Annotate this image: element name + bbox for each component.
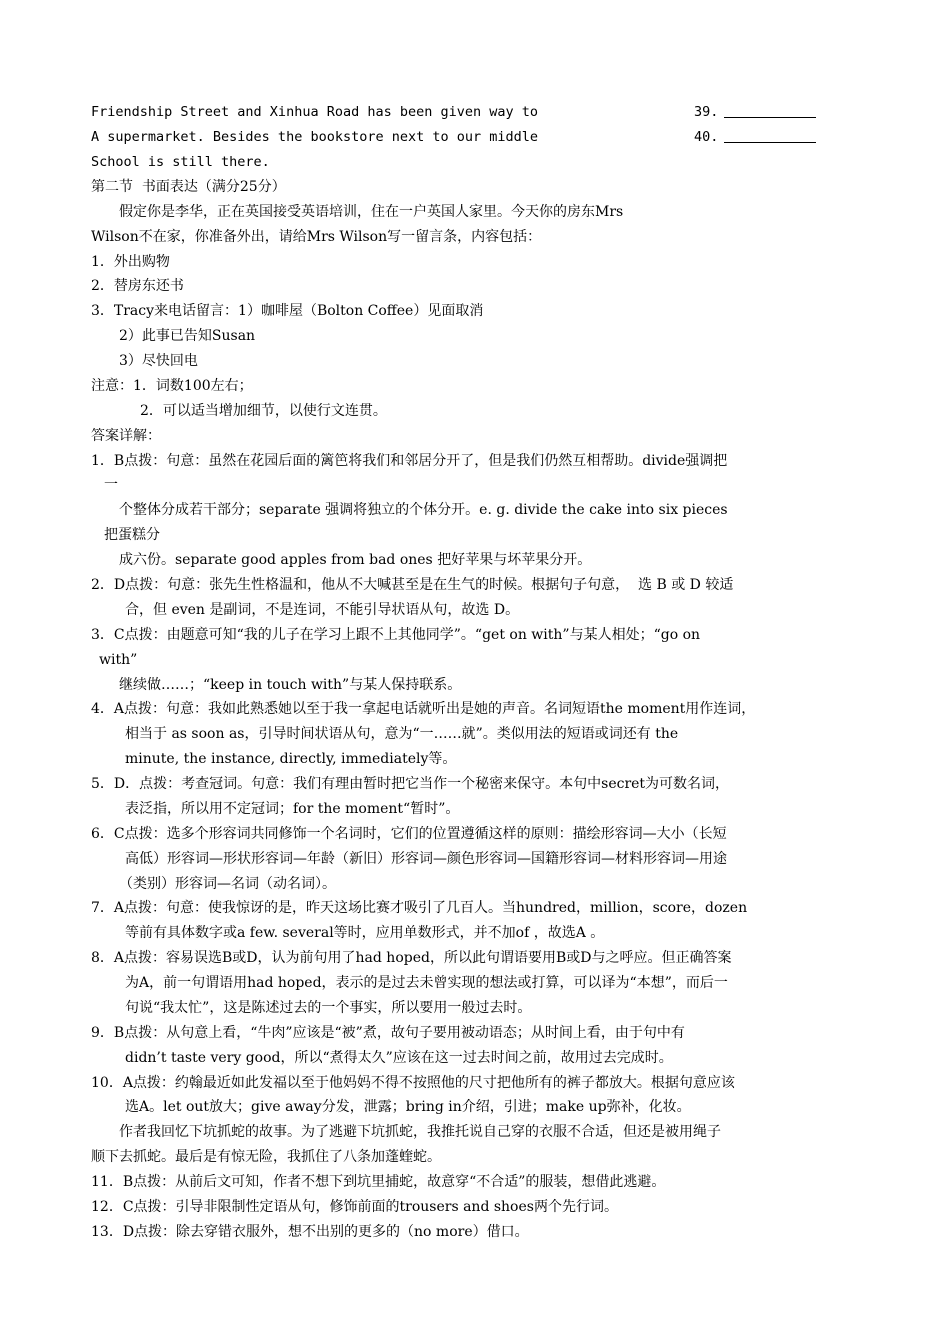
passage-line-3: School is still there.: [91, 154, 270, 170]
answer-10: 10．A点拨：约翰最近如此发福以至于他妈妈不得不按照他的尺寸把他所有的裤子都放大。根据句意应该: [91, 1075, 735, 1091]
prompt-line-1: 假定你是李华，正在英国接受英语培训，住在一户英国人家里。今天你的房东Mrs: [119, 204, 624, 220]
answer-8-cont: 为A，前一句谓语用had hoped，表示的是过去未曾实现的想法或打算，可以译为“本想”，而后一: [125, 975, 728, 991]
answer-6: 6．C点拨：选多个形容词共同修饰一个名词时，它们的位置遵循这样的原则：描绘形容词—大小（长短: [91, 826, 727, 842]
answer-2-cont: 合，但 even 是副词，不是连词，不能引导状语从句，故选 D。: [125, 602, 520, 618]
answer-blank-39[interactable]: [694, 100, 816, 125]
answer-6-cont: （类别）形容词—名词（动名词）。: [119, 876, 336, 892]
answers-heading: 答案详解：: [91, 428, 161, 444]
answer-4-cont: 相当于 as soon as，引导时间状语从句，意为“一……就”。类似用法的短语或词还有 the: [125, 726, 679, 742]
answer-4: 4．A点拨：句意：我如此熟悉她以至于我一拿起电话就听出是她的声音。名词短语the moment用作连词，: [91, 701, 756, 717]
answer-3-cont: 继续做……；“keep in touch with”与某人保持联系。: [119, 677, 462, 693]
answer-3-cont: with”: [99, 652, 138, 668]
answer-9-cont: didn’t taste very good，所以“煮得太久”应该在这一过去时间之前，故用过去完成时。: [125, 1050, 673, 1066]
content-item-3: 3．Tracy来电话留言：1）咖啡屋（Bolton Coffee）见面取消: [91, 303, 484, 319]
answer-11: 11．B点拨：从前后文可知，作者不想下到坑里捕蛇，故意穿“不合适”的服装，想借此逃避。: [91, 1174, 666, 1190]
passage-summary: 作者我回忆下坑抓蛇的故事。为了逃避下坑抓蛇，我推托说自己穿的衣服不合适，但还是被用绳子: [119, 1124, 721, 1140]
answer-1-cont: 把蛋糕分: [104, 527, 160, 543]
answer-13: 13．D点拨：除去穿错衣服外，想不出别的更多的（no more）借口。: [91, 1224, 529, 1240]
answer-8-cont: 句说“我太忙”，这是陈述过去的一个事实，所以要用一般过去时。: [125, 1000, 532, 1016]
answer-1-cont: 个整体分成若干部分；separate 强调将独立的个体分开。e. g. divide the cake into six pieces: [119, 502, 728, 518]
answer-7: 7．A点拨：句意：使我惊讶的是，昨天这场比赛才吸引了几百人。当hundred，million，score，dozen: [91, 900, 748, 916]
content-item-2: 2．替房东还书: [91, 278, 184, 294]
passage-line-1: Friendship Street and Xinhua Road has been given way to: [91, 104, 539, 120]
blank-underline: [724, 103, 816, 118]
blank-number: 39.: [694, 104, 719, 120]
answer-1-cont: 一: [104, 477, 118, 493]
answer-7-cont: 等前有具体数字或a few. several等时，应用单数形式，并不加of ，故选A 。: [125, 925, 605, 941]
answer-8: 8．A点拨：容易误选B或D，认为前句用了had hoped，所以此句谓语要用B或D与之呼应。但正确答案: [91, 950, 732, 966]
answer-5: 5．D．点拨：考查冠词。句意：我们有理由暂时把它当作一个秘密来保守。本句中secret为可数名词，: [91, 776, 730, 792]
answer-5-cont: 表泛指，所以用不定冠词；for the moment“暂时”。: [125, 801, 460, 817]
prompt-line-2: Wilson不在家，你准备外出，请给Mrs Wilson写一留言条，内容包括：: [91, 229, 542, 245]
passage-summary-cont: 顺下去抓蛇。最后是有惊无险，我抓住了八条加蓬蝰蛇。: [91, 1149, 441, 1165]
note-1: 注意：1．词数100左右；: [91, 378, 253, 394]
answer-3: 3．C点拨：由题意可知“我的儿子在学习上跟不上其他同学”。“get on with”与某人相处；“go on: [91, 627, 701, 643]
answer-9: 9．B点拨：从句意上看，“牛肉”应该是“被”煮，故句子要用被动语态；从时间上看，由于句中有: [91, 1025, 685, 1041]
answer-1: 1．B点拨：句意：虽然在花园后面的篱笆将我们和邻居分开了，但是我们仍然互相帮助。divide强调把: [91, 453, 728, 469]
section-title: 第二节 书面表达（满分25分）: [91, 179, 286, 195]
answer-12: 12．C点拨：引导非限制性定语从句，修饰前面的trousers and shoes两个先行词。: [91, 1199, 618, 1215]
answer-blank-40[interactable]: [694, 125, 816, 150]
note-2: 2．可以适当增加细节，以使行文连贯。: [140, 403, 387, 419]
blank-number: 40.: [694, 129, 719, 145]
answer-4-cont: minute, the instance, directly, immediately等。: [125, 751, 457, 767]
content-item-1: 1．外出购物: [91, 254, 170, 270]
content-item-3-sub-3: 3）尽快回电: [119, 353, 198, 369]
passage-line-2: A supermarket. Besides the bookstore next to our middle: [91, 129, 539, 145]
answer-10-cont: 选A。let out放大；give away分发，泄露；bring in介绍，引进；make up弥补，化妆。: [125, 1099, 691, 1115]
blank-underline: [724, 128, 816, 143]
content-item-3-sub-2: 2）此事已告知Susan: [119, 328, 256, 344]
answer-6-cont: 高低）形容词—形状形容词—年龄（新旧）形容词—颜色形容词—国籍形容词—材料形容词—用途: [125, 851, 727, 867]
answer-2: 2．D点拨：句意：张先生性格温和，他从不大喊甚至是在生气的时候。根据句子句意， 选 B 或 D 较适: [91, 577, 734, 593]
answer-1-cont: 成六份。separate good apples from bad ones 把好苹果与坏苹果分开。: [119, 552, 592, 568]
